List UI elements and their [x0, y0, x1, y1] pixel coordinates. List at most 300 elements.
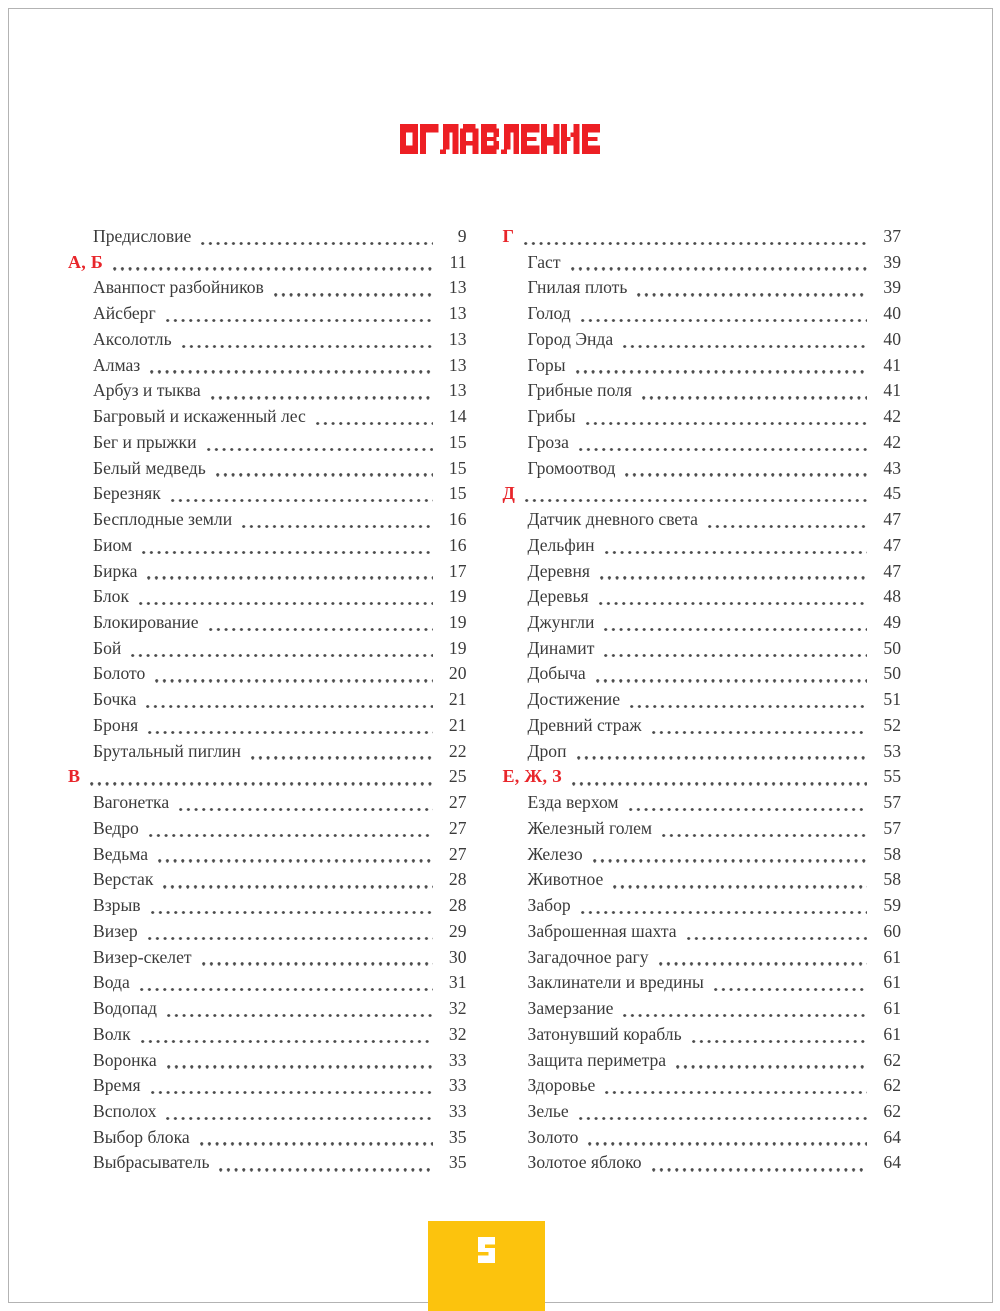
- toc-entry-label: Горы: [527, 354, 566, 375]
- toc-entry-page: 48: [883, 586, 901, 607]
- toc-entry-page: 27: [448, 792, 467, 813]
- toc-entry-page: 62: [883, 1075, 901, 1096]
- toc-entry-label: Железо: [527, 843, 583, 864]
- toc-item-entry: [503, 1150, 902, 1176]
- dot-leader: [131, 654, 432, 657]
- toc-entry-page: 43: [883, 457, 901, 478]
- toc-item-entry: [68, 893, 467, 919]
- toc-item-entry: [503, 893, 902, 919]
- toc-item-entry: [503, 1099, 902, 1125]
- dot-leader: [251, 756, 433, 759]
- dot-leader: [630, 705, 867, 708]
- toc-entry-page: 41: [883, 380, 901, 401]
- toc-entry-label: Гроза: [527, 431, 569, 452]
- toc-entry-label: Бирка: [93, 560, 138, 581]
- toc-item-entry: [68, 1099, 467, 1125]
- toc-entry-page: 13: [448, 277, 467, 298]
- toc-entry-label: Деревья: [527, 586, 589, 607]
- toc-item-entry: [68, 224, 467, 250]
- toc-item-entry: [68, 842, 467, 868]
- toc-entry-page: 33: [448, 1075, 467, 1096]
- toc-item-entry: [68, 533, 467, 559]
- toc-entry-page: 61: [883, 998, 901, 1019]
- toc-entry-label: Березняк: [93, 483, 161, 504]
- toc-entry-page: 60: [883, 920, 901, 941]
- toc-entry-label: Замерзание: [527, 998, 614, 1019]
- toc-entry-page: 13: [448, 328, 467, 349]
- dot-leader: [155, 679, 432, 682]
- toc-item-entry: [68, 327, 467, 353]
- dot-leader: [577, 756, 867, 759]
- toc-entry-page: 25: [448, 766, 467, 787]
- page-number: [478, 1237, 496, 1263]
- pixel-letter: [541, 124, 560, 154]
- dot-leader: [524, 242, 867, 245]
- toc-section-entry: [503, 764, 902, 790]
- dot-leader: [605, 1091, 867, 1094]
- toc-entry-label: Ведьма: [93, 843, 149, 864]
- toc-item-entry: [503, 1022, 902, 1048]
- toc-entry-page: 21: [448, 689, 467, 710]
- toc-item-entry: [68, 301, 467, 327]
- dot-leader: [151, 911, 433, 914]
- pixel-letter: [582, 124, 601, 154]
- toc-entry-page: 11: [449, 251, 467, 272]
- toc-entry-page: 64: [883, 1152, 901, 1173]
- dot-leader: [692, 1040, 867, 1043]
- toc-entry-page: 33: [448, 1100, 467, 1121]
- pixel-letter: [440, 124, 459, 154]
- dot-leader: [182, 345, 433, 348]
- toc-entry-page: 19: [448, 586, 467, 607]
- toc-entry-label: Г: [502, 226, 515, 246]
- toc-item-entry: [68, 430, 467, 456]
- dot-leader: [211, 396, 433, 399]
- toc-entry-label: Заклинатели и вредины: [527, 972, 704, 993]
- toc-entry-page: 40: [883, 303, 901, 324]
- toc-entry-page: 27: [448, 843, 467, 864]
- toc-entry-label: Голод: [527, 303, 571, 324]
- toc-entry-label: Железный голем: [527, 817, 653, 838]
- toc-entry-label: Вода: [93, 972, 130, 993]
- toc-entry-label: Езда верхом: [527, 792, 619, 813]
- toc-entry-label: Болото: [93, 663, 146, 684]
- toc-item-entry: [503, 301, 902, 327]
- toc-entry-page: 39: [883, 251, 901, 272]
- dot-leader: [147, 576, 432, 579]
- toc-entry-page: 58: [883, 869, 901, 890]
- dot-leader: [572, 782, 867, 785]
- dot-leader: [146, 705, 432, 708]
- toc-entry-label: Всполох: [93, 1100, 157, 1121]
- dot-leader: [604, 654, 867, 657]
- toc-item-entry: [503, 1125, 902, 1151]
- toc-entry-label: Аванпост разбойников: [93, 277, 264, 298]
- toc-item-entry: [503, 404, 902, 430]
- dot-leader: [167, 1014, 433, 1017]
- toc-entry-label: Гаст: [527, 251, 561, 272]
- dot-leader: [576, 370, 867, 373]
- toc-entry-label: Взрыв: [93, 895, 141, 916]
- toc-item-entry: [503, 250, 902, 276]
- dot-leader: [166, 319, 433, 322]
- toc-section-entry: [68, 250, 467, 276]
- toc-item-entry: [503, 790, 902, 816]
- toc-entry-page: 51: [883, 689, 901, 710]
- toc-item-entry: [68, 378, 467, 404]
- toc-item-entry: [503, 430, 902, 456]
- toc-entry-label: Город Энда: [527, 328, 614, 349]
- pixel-letter: [460, 124, 479, 154]
- dot-leader: [179, 808, 432, 811]
- toc-entry-page: 47: [883, 534, 901, 555]
- toc-entry-label: Золотое яблоко: [527, 1152, 642, 1173]
- toc-entry-page: 47: [883, 509, 901, 530]
- toc-item-entry: [68, 1022, 467, 1048]
- toc-entry-label: А, Б: [68, 251, 104, 272]
- toc-entry-label: Загадочное рагу: [527, 946, 649, 967]
- toc-entry-page: 35: [448, 1152, 467, 1173]
- toc-entry-page: 53: [883, 740, 901, 761]
- dot-leader: [242, 525, 432, 528]
- toc-item-entry: [68, 507, 467, 533]
- toc-entry-label: Забор: [527, 895, 571, 916]
- page-title: [0, 124, 1000, 154]
- toc-item-entry: [503, 327, 902, 353]
- dot-leader: [167, 1065, 433, 1068]
- toc-item-entry: [68, 404, 467, 430]
- toc-item-entry: [68, 661, 467, 687]
- toc-entry-page: 16: [448, 509, 467, 530]
- dot-leader: [202, 962, 433, 965]
- toc-entry-label: Защита периметра: [527, 1049, 667, 1070]
- toc-item-entry: [503, 842, 902, 868]
- toc-entry-label: Золото: [527, 1126, 579, 1147]
- dot-leader: [141, 1040, 433, 1043]
- toc-item-entry: [68, 996, 467, 1022]
- toc-section-entry: [503, 481, 902, 507]
- toc-item-entry: [68, 945, 467, 971]
- toc-entry-page: 16: [448, 534, 467, 555]
- toc-entry-label: Затонувший корабль: [527, 1023, 682, 1044]
- toc-entry-page: 15: [448, 457, 467, 478]
- toc-entry-page: 45: [883, 483, 901, 504]
- toc-entry-page: 27: [448, 817, 467, 838]
- toc-item-entry: [68, 584, 467, 610]
- dot-leader: [708, 525, 867, 528]
- dot-leader: [642, 396, 867, 399]
- toc-item-entry: [68, 790, 467, 816]
- toc-item-entry: [68, 919, 467, 945]
- dot-leader: [600, 576, 867, 579]
- toc-entry-label: Аксолотль: [93, 328, 172, 349]
- dot-leader: [687, 937, 867, 940]
- toc-entry-page: 42: [883, 431, 901, 452]
- dot-leader: [140, 988, 433, 991]
- dot-leader: [151, 1091, 433, 1094]
- dot-leader: [629, 808, 867, 811]
- toc-item-entry: [68, 1150, 467, 1176]
- pixel-letter: [478, 1237, 496, 1263]
- dot-leader: [579, 448, 867, 451]
- dot-leader: [588, 1142, 867, 1145]
- toc-section-entry: [503, 224, 902, 250]
- toc-entry-page: 62: [883, 1049, 901, 1070]
- toc-entry-label: Время: [93, 1075, 141, 1096]
- toc-entry-page: 28: [448, 869, 467, 890]
- dot-leader: [216, 473, 433, 476]
- toc-entry-label: Грибные поля: [527, 380, 633, 401]
- dot-leader: [139, 602, 433, 605]
- toc-entry-page: 57: [883, 792, 901, 813]
- toc-item-entry: [503, 739, 902, 765]
- toc-section-entry: [68, 764, 467, 790]
- toc-entry-label: Грибы: [527, 406, 576, 427]
- pixel-letter: [400, 124, 419, 154]
- toc-item-entry: [503, 970, 902, 996]
- dot-leader: [623, 345, 867, 348]
- toc-entry-label: Д: [502, 483, 516, 504]
- dot-leader: [623, 1014, 867, 1017]
- toc-entry-page: 13: [448, 354, 467, 375]
- dot-leader: [209, 628, 433, 631]
- dot-leader: [586, 422, 867, 425]
- dot-leader: [596, 679, 867, 682]
- toc-item-entry: [68, 559, 467, 585]
- dot-leader: [604, 628, 867, 631]
- toc-entry-label: Визер: [93, 920, 138, 941]
- dot-leader: [142, 551, 432, 554]
- dot-leader: [625, 473, 867, 476]
- toc-entry-label: В: [68, 766, 81, 787]
- toc-entry-label: Ведро: [93, 817, 139, 838]
- toc-entry-label: Выбор блока: [93, 1126, 190, 1147]
- table-of-contents: [68, 224, 901, 1176]
- toc-item-entry: [503, 559, 902, 585]
- toc-item-entry: [503, 713, 902, 739]
- pixel-letter: [561, 124, 580, 154]
- toc-right-column: [503, 224, 902, 1176]
- toc-entry-label: Гнилая плоть: [527, 277, 628, 298]
- dot-leader: [581, 911, 867, 914]
- toc-entry-page: 17: [448, 560, 467, 581]
- toc-entry-label: Бочка: [93, 689, 137, 710]
- toc-entry-label: Багровый и искаженный лес: [93, 406, 306, 427]
- toc-entry-page: 13: [448, 303, 467, 324]
- toc-entry-page: 42: [883, 406, 901, 427]
- pixel-letter: [501, 124, 520, 154]
- toc-item-entry: [503, 867, 902, 893]
- toc-entry-label: Дроп: [527, 740, 567, 761]
- toc-item-entry: [68, 1125, 467, 1151]
- toc-item-entry: [68, 1048, 467, 1074]
- toc-entry-label: Зелье: [527, 1100, 569, 1121]
- toc-item-entry: [503, 687, 902, 713]
- toc-item-entry: [503, 1073, 902, 1099]
- toc-entry-label: Заброшенная шахта: [527, 920, 677, 941]
- toc-entry-label: Бой: [93, 637, 122, 658]
- dot-leader: [676, 1065, 867, 1068]
- pixel-letter: [420, 124, 439, 154]
- dot-leader: [714, 988, 867, 991]
- toc-item-entry: [503, 919, 902, 945]
- toc-entry-label: Алмаз: [93, 354, 141, 375]
- dot-leader: [158, 859, 432, 862]
- toc-entry-page: 61: [883, 1023, 901, 1044]
- dot-leader: [274, 293, 433, 296]
- toc-entry-page: 29: [448, 920, 467, 941]
- toc-entry-page: 59: [883, 895, 901, 916]
- toc-item-entry: [503, 610, 902, 636]
- toc-item-entry: [68, 636, 467, 662]
- toc-item-entry: [68, 610, 467, 636]
- toc-entry-label: Блок: [93, 586, 129, 607]
- toc-entry-label: Предисловие: [93, 226, 192, 246]
- dot-leader: [149, 834, 433, 837]
- dot-leader: [113, 267, 432, 270]
- toc-entry-label: Датчик дневного света: [527, 509, 698, 530]
- dot-leader: [150, 370, 432, 373]
- toc-entry-page: 32: [448, 998, 467, 1019]
- toc-entry-page: 61: [883, 972, 901, 993]
- toc-entry-page: 20: [448, 663, 467, 684]
- toc-item-entry: [68, 275, 467, 301]
- pixel-letter: [521, 124, 540, 154]
- toc-entry-page: 15: [448, 483, 467, 504]
- toc-item-entry: [503, 636, 902, 662]
- dot-leader: [581, 319, 867, 322]
- toc-entry-label: Бег и прыжки: [93, 431, 197, 452]
- toc-entry-label: Айсберг: [93, 303, 156, 324]
- toc-item-entry: [503, 945, 902, 971]
- toc-entry-label: Визер-скелет: [93, 946, 192, 967]
- toc-entry-page: 19: [448, 612, 467, 633]
- toc-entry-page: 35: [448, 1126, 467, 1147]
- toc-entry-label: Арбуз и тыква: [93, 380, 201, 401]
- toc-entry-page: 15: [448, 431, 467, 452]
- pixel-letter: [481, 124, 500, 154]
- dot-leader: [652, 731, 867, 734]
- toc-entry-label: Динамит: [527, 637, 595, 658]
- dot-leader: [148, 731, 432, 734]
- toc-entry-page: 22: [448, 740, 467, 761]
- toc-entry-page: 49: [883, 612, 901, 633]
- dot-leader: [207, 448, 433, 451]
- toc-item-entry: [68, 739, 467, 765]
- toc-entry-page: 41: [883, 354, 901, 375]
- toc-entry-page: 47: [883, 560, 901, 581]
- toc-entry-label: Водопад: [93, 998, 157, 1019]
- toc-entry-page: 58: [883, 843, 901, 864]
- toc-entry-page: 64: [883, 1126, 901, 1147]
- toc-entry-label: Выбрасыватель: [93, 1152, 210, 1173]
- toc-item-entry: [68, 456, 467, 482]
- toc-entry-label: Е, Ж, З: [502, 766, 562, 787]
- toc-item-entry: [68, 713, 467, 739]
- toc-item-entry: [503, 456, 902, 482]
- dot-leader: [201, 242, 432, 245]
- dot-leader: [593, 859, 867, 862]
- toc-entry-label: Животное: [527, 869, 604, 890]
- toc-entry-page: 50: [883, 663, 901, 684]
- toc-item-entry: [68, 353, 467, 379]
- dot-leader: [662, 834, 867, 837]
- toc-entry-page: 39: [883, 277, 901, 298]
- page-number-tab: [428, 1221, 545, 1311]
- toc-entry-label: Дельфин: [527, 534, 595, 555]
- toc-entry-page: 50: [883, 637, 901, 658]
- toc-entry-label: Блокирование: [93, 612, 199, 633]
- toc-entry-page: 21: [448, 714, 467, 735]
- dot-leader: [219, 1168, 432, 1171]
- toc-left-column: [68, 224, 467, 1176]
- dot-leader: [652, 1168, 867, 1171]
- toc-item-entry: [503, 661, 902, 687]
- toc-entry-page: 30: [448, 946, 467, 967]
- toc-entry-page: 57: [883, 817, 901, 838]
- dot-leader: [171, 499, 433, 502]
- toc-item-entry: [503, 533, 902, 559]
- toc-entry-page: 33: [448, 1049, 467, 1070]
- toc-entry-label: Добыча: [527, 663, 586, 684]
- toc-entry-page: 9: [457, 226, 467, 246]
- toc-entry-label: Громоотвод: [527, 457, 616, 478]
- toc-entry-page: 61: [883, 946, 901, 967]
- toc-entry-label: Верстак: [93, 869, 154, 890]
- dot-leader: [579, 1117, 867, 1120]
- toc-entry-label: Здоровье: [527, 1075, 596, 1096]
- dot-leader: [166, 1117, 432, 1120]
- dot-leader: [599, 602, 867, 605]
- toc-entry-label: Джунгли: [527, 612, 595, 633]
- toc-entry-page: 62: [883, 1100, 901, 1121]
- toc-entry-label: Древний страж: [527, 714, 642, 735]
- toc-item-entry: [503, 1048, 902, 1074]
- toc-entry-page: 31: [448, 972, 467, 993]
- toc-entry-page: 52: [883, 714, 901, 735]
- toc-entry-page: 55: [883, 766, 901, 787]
- toc-item-entry: [503, 584, 902, 610]
- dot-leader: [90, 782, 432, 785]
- toc-item-entry: [503, 816, 902, 842]
- toc-entry-label: Брутальный пиглин: [93, 740, 241, 761]
- dot-leader: [637, 293, 867, 296]
- dot-leader: [316, 422, 433, 425]
- toc-entry-page: 13: [448, 380, 467, 401]
- toc-entry-page: 19: [448, 637, 467, 658]
- toc-item-entry: [68, 687, 467, 713]
- toc-item-entry: [503, 353, 902, 379]
- toc-item-entry: [68, 867, 467, 893]
- dot-leader: [163, 885, 432, 888]
- toc-entry-page: 28: [448, 895, 467, 916]
- toc-item-entry: [68, 1073, 467, 1099]
- toc-entry-label: Воронка: [93, 1049, 157, 1070]
- toc-item-entry: [503, 275, 902, 301]
- toc-item-entry: [503, 996, 902, 1022]
- dot-leader: [571, 267, 867, 270]
- toc-entry-label: Волк: [93, 1023, 131, 1044]
- dot-leader: [613, 885, 867, 888]
- toc-entry-label: Достижение: [527, 689, 621, 710]
- toc-item-entry: [503, 378, 902, 404]
- toc-entry-page: 14: [448, 406, 467, 427]
- toc-item-entry: [68, 816, 467, 842]
- toc-entry-page: 40: [883, 328, 901, 349]
- dot-leader: [148, 937, 433, 940]
- toc-item-entry: [503, 507, 902, 533]
- dot-leader: [605, 551, 867, 554]
